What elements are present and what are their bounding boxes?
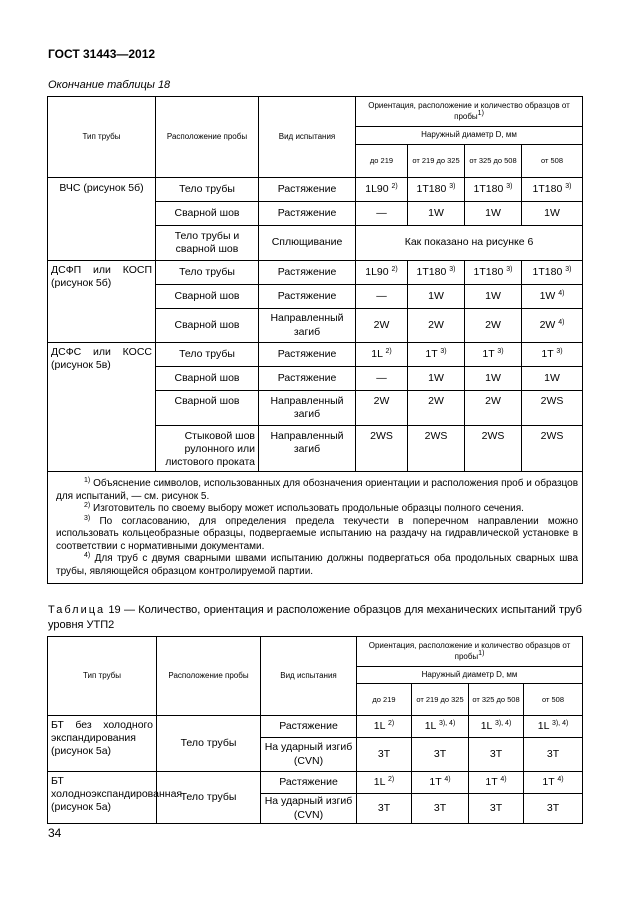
value-cell: 1L $^{3), 4)}$	[412, 716, 469, 738]
location-cell: Тело трубы	[156, 343, 259, 367]
value-cell: 1L $^{3), 4)}$	[524, 716, 583, 738]
location-cell: Тело трубы	[157, 772, 261, 824]
location-cell: Сварной шов	[156, 309, 259, 343]
pipe-type-cell: БТ холодноэкспандированная (рисунок 5а)	[48, 772, 157, 824]
test-cell: Направленный загиб	[259, 309, 356, 343]
value-cell: 1W	[465, 285, 522, 309]
value-cell: 3T	[524, 794, 583, 824]
table-row	[48, 178, 583, 202]
table-notes-row	[48, 472, 583, 584]
test-cell: Растяжение	[259, 178, 356, 202]
test-cell: Растяжение	[259, 343, 356, 367]
location-cell: Тело трубы	[156, 261, 259, 285]
value-cell: —	[356, 202, 408, 226]
table-row	[48, 716, 583, 738]
value-cell: 2W	[356, 309, 408, 343]
table-19-caption: Таблица 19 — Количество, ориентация и расположение образцов для механических испытаний труб уровня УТП2	[48, 604, 582, 632]
value-cell: 1W	[465, 367, 522, 391]
test-cell: На ударный изгиб (CVN)	[261, 738, 357, 772]
header-test-type: Вид испытания	[261, 637, 357, 716]
value-cell: 1W	[408, 202, 465, 226]
test-cell: Сплющивание	[259, 226, 356, 261]
value-cell: 1L $^{2)}$	[357, 716, 412, 738]
table-notes	[48, 472, 583, 584]
test-cell: Растяжение	[259, 202, 356, 226]
test-cell: Растяжение	[259, 285, 356, 309]
header-location: Расположение пробы	[157, 637, 261, 716]
test-cell: Направленный загиб	[259, 391, 356, 426]
value-cell: 2WS	[356, 426, 408, 472]
pipe-type-cell: ДСФП или КОСП (рисунок 5б)	[48, 261, 156, 343]
value-cell: 1L $^{2)}$	[356, 343, 408, 367]
value-cell: 2WS	[522, 426, 583, 472]
merged-value-cell: Как показано на рисунке 6	[356, 226, 583, 261]
pipe-type-cell: ВЧС (рисунок 5б)	[48, 178, 156, 261]
value-cell: 3T	[412, 794, 469, 824]
location-cell: Сварной шов	[156, 285, 259, 309]
value-cell: 1T $^{3)}$	[465, 343, 522, 367]
value-cell: 2WS	[522, 391, 583, 426]
test-cell: Растяжение	[259, 367, 356, 391]
value-cell: —	[356, 367, 408, 391]
location-cell: Сварной шов	[156, 202, 259, 226]
value-cell: 1T $^{3)}$	[522, 343, 583, 367]
value-cell: 1T $^{4)}$	[412, 772, 469, 794]
value-cell: —	[356, 285, 408, 309]
location-cell: Сварной шов	[156, 367, 259, 391]
header-d3: от 325 до 508	[469, 684, 524, 716]
value-cell: 1L90 $^{2)}$	[356, 261, 408, 285]
page-number: 34	[48, 826, 62, 840]
header-d3: от 325 до 508	[465, 145, 522, 178]
value-cell: 3T	[469, 738, 524, 772]
test-cell: Направленный загиб	[259, 426, 356, 472]
value-cell: 1W	[408, 367, 465, 391]
header-pipe-type: Тип трубы	[48, 97, 156, 178]
location-cell: Тело трубы	[156, 178, 259, 202]
header-d1: до 219	[357, 684, 412, 716]
value-cell: 2WS	[408, 426, 465, 472]
value-cell: 1T180 $^{3)}$	[408, 178, 465, 202]
table-row	[48, 343, 583, 367]
pipe-type-cell: ДСФС или КОСС (рисунок 5в)	[48, 343, 156, 472]
value-cell: 1T180 $^{3)}$	[465, 261, 522, 285]
header-orientation: Ориентация, расположение и количество образцов от пробы$^{1)}$	[356, 97, 583, 127]
value-cell: 1T180 $^{3)}$	[522, 178, 583, 202]
header-d1: до 219	[356, 145, 408, 178]
value-cell: 1T $^{4)}$	[524, 772, 583, 794]
document-header: ГОСТ 31443—2012	[48, 47, 156, 61]
value-cell: 3T	[469, 794, 524, 824]
location-cell: Тело трубы	[157, 716, 261, 772]
value-cell: 1L $^{2)}$	[357, 772, 412, 794]
value-cell: 3T	[412, 738, 469, 772]
value-cell: 1L $^{3), 4)}$	[469, 716, 524, 738]
test-cell: Растяжение	[259, 261, 356, 285]
value-cell: 1T180 $^{3)}$	[522, 261, 583, 285]
value-cell: 2W	[465, 309, 522, 343]
value-cell: 3T	[357, 738, 412, 772]
value-cell: 1L90 $^{2)}$	[356, 178, 408, 202]
table-row	[48, 772, 583, 794]
pipe-type-cell: БТ без холодного экспандирования (рисунок 5а)	[48, 716, 157, 772]
footnote: $^{1)}$ Объяснение символов, использованных для обозначения ориентации и расположения проб и образцов для испытаний, — см. рисунок 5.	[56, 477, 579, 502]
footnote: $^{2)}$ Изготовитель по своему выбору может использовать продольные образцы полного сечения.	[84, 502, 524, 514]
header-diameter: Наружный диаметр D, мм	[357, 667, 583, 684]
header-test-type: Вид испытания	[259, 97, 356, 178]
value-cell: 1W	[522, 202, 583, 226]
location-cell: Сварной шов	[156, 391, 259, 426]
location-cell: Стыковой шов рулонного или листового проката	[156, 426, 259, 472]
value-cell: 2W	[408, 309, 465, 343]
value-cell: 1W $^{4)}$	[522, 285, 583, 309]
value-cell: 1W	[522, 367, 583, 391]
value-cell: 2W $^{4)}$	[522, 309, 583, 343]
header-d2: от 219 до 325	[412, 684, 469, 716]
header-d2: от 219 до 325	[408, 145, 465, 178]
location-cell: Тело трубы и сварной шов	[156, 226, 259, 261]
value-cell: 3T	[357, 794, 412, 824]
table-19	[47, 636, 583, 824]
footnote: $^{4)}$ Для труб с двумя сварными швами испытанию должны подвергаться оба продольных сварных шва трубы, являющейся образцом контролируемой партии.	[56, 552, 579, 577]
header-d4: от 508	[522, 145, 583, 178]
value-cell: 1T180 $^{3)}$	[465, 178, 522, 202]
test-cell: Растяжение	[261, 716, 357, 738]
table-row	[48, 261, 583, 285]
test-cell: На ударный изгиб (CVN)	[261, 794, 357, 824]
test-cell: Растяжение	[261, 772, 357, 794]
header-orientation: Ориентация, расположение и количество образцов от пробы$^{1)}$	[357, 637, 583, 667]
header-pipe-type: Тип трубы	[48, 637, 157, 716]
header-location: Расположение пробы	[156, 97, 259, 178]
value-cell: 1T $^{4)}$	[469, 772, 524, 794]
value-cell: 1T180 $^{3)}$	[408, 261, 465, 285]
value-cell: 1W	[408, 285, 465, 309]
table-18	[47, 96, 583, 584]
value-cell: 1T $^{3)}$	[408, 343, 465, 367]
value-cell: 1W	[465, 202, 522, 226]
value-cell: 2W	[356, 391, 408, 426]
value-cell: 2W	[408, 391, 465, 426]
value-cell: 3T	[524, 738, 583, 772]
value-cell: 2WS	[465, 426, 522, 472]
table-continuation-caption: Окончание таблицы 18	[48, 79, 171, 91]
footnote: $^{3)}$ По согласованию, для определения предела текучести в поперечном направлении можно использовать кольцеобразные образцы, подвергаемые испытанию на раздачу на гидравлической установке в соответствии с нормативными документами.	[56, 514, 579, 552]
header-diameter: Наружный диаметр D, мм	[356, 127, 583, 145]
value-cell: 2W	[465, 391, 522, 426]
header-d4: от 508	[524, 684, 583, 716]
